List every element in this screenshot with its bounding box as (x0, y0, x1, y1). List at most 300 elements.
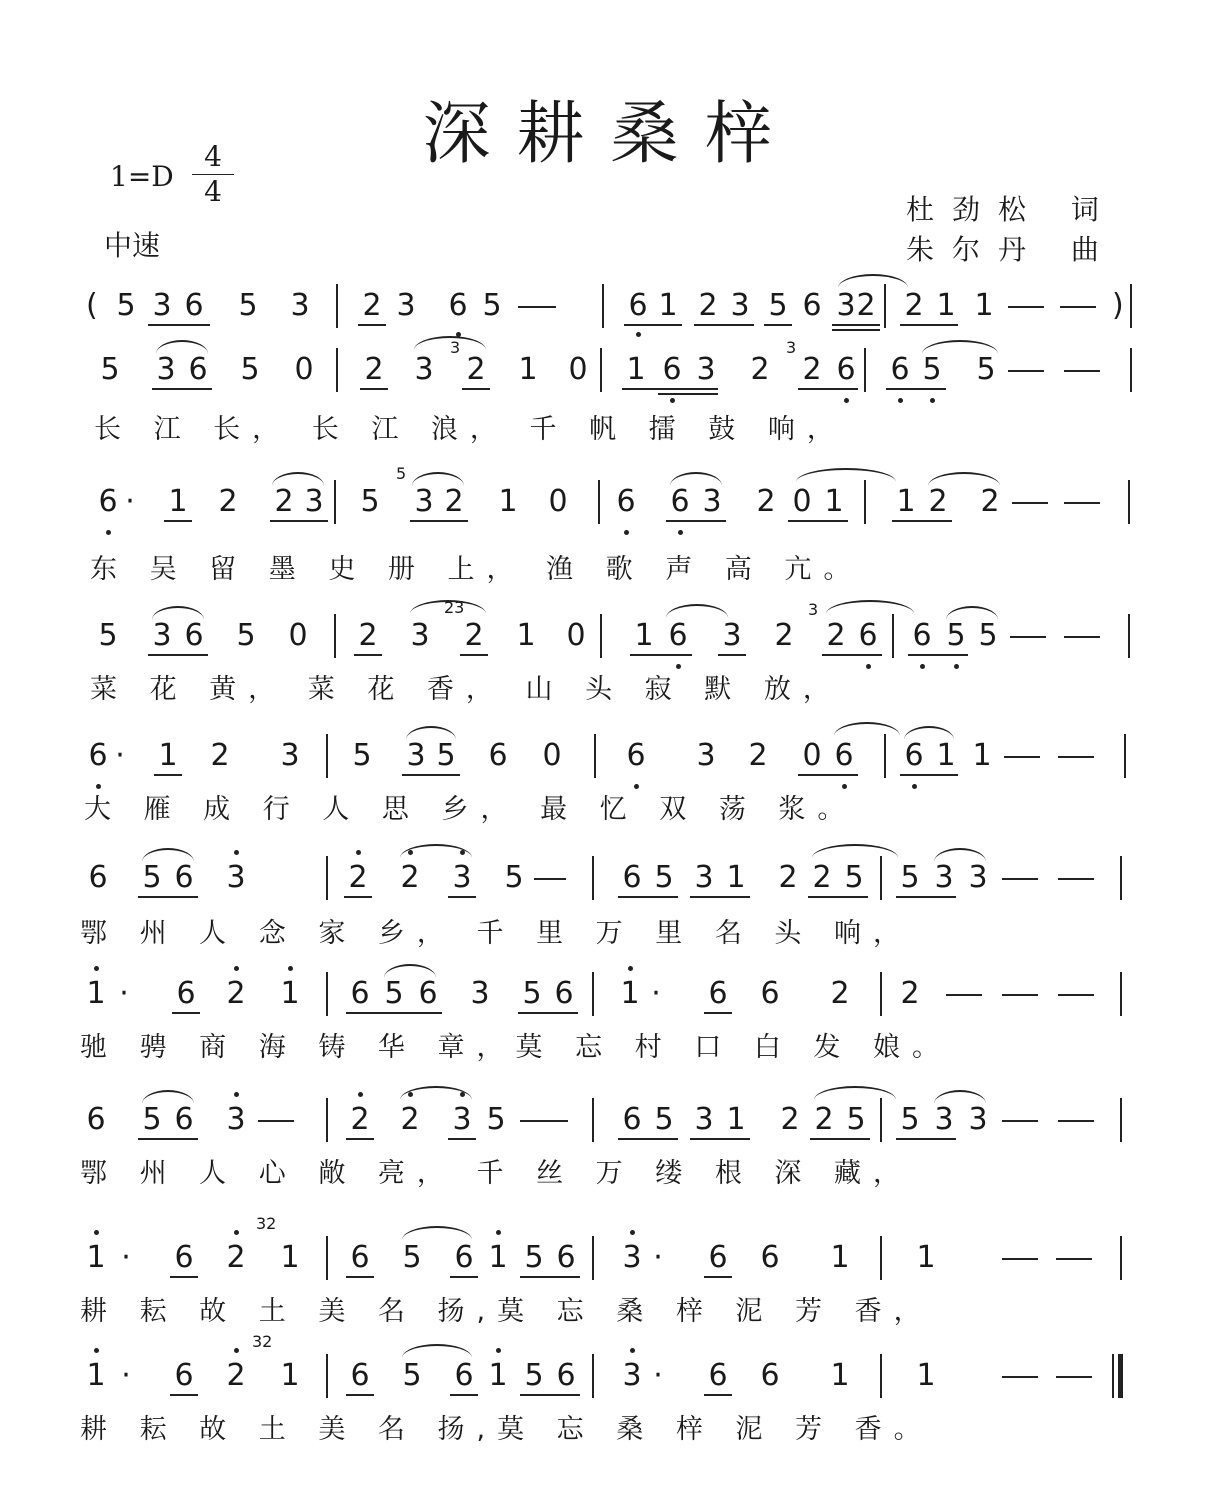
note: 3 (702, 484, 722, 519)
underline (704, 1012, 732, 1014)
note: 6 (418, 976, 438, 1011)
note: 6 (184, 288, 204, 323)
note: 1 (280, 1240, 300, 1275)
note: 1 (86, 976, 106, 1011)
note: 6 (760, 1358, 780, 1393)
note: 0 (568, 352, 588, 387)
slur (934, 848, 986, 862)
slur (838, 274, 908, 288)
underline (152, 388, 212, 390)
high-octave-dot (288, 966, 293, 971)
note: 5 (976, 352, 996, 387)
sustain-dash (1010, 636, 1046, 638)
note: 5 (482, 288, 502, 323)
underline (886, 388, 946, 390)
note: 6 (760, 1240, 780, 1275)
lyrics-line-5 (0, 916, 1221, 952)
barline (600, 614, 602, 658)
note: 3 (968, 1102, 988, 1137)
note: 6 (662, 352, 682, 387)
note: 5 (360, 484, 380, 519)
note: 6 (622, 860, 642, 895)
underline (154, 774, 182, 776)
slur (812, 844, 898, 858)
note: 1 (726, 860, 746, 895)
slur (814, 1086, 896, 1100)
barline (1120, 1098, 1122, 1142)
note: · (119, 976, 129, 1011)
note: 1 (488, 1240, 508, 1275)
note: 5 (654, 1102, 674, 1137)
sustain-dash (1012, 502, 1048, 504)
underline (410, 520, 468, 522)
barline (326, 1098, 328, 1142)
low-octave-dot (844, 398, 849, 403)
note: 6 (708, 1240, 728, 1275)
note: · (115, 738, 125, 773)
slur (934, 1090, 986, 1104)
note: 6 (488, 738, 508, 773)
note: 5 (98, 618, 118, 653)
grace-note: 32 (252, 1332, 273, 1351)
high-octave-dot (630, 1348, 635, 1353)
note: 6 (184, 618, 204, 653)
underline (358, 324, 386, 326)
note: 3 (696, 352, 716, 387)
note: 6 (912, 618, 932, 653)
barline (880, 1236, 882, 1280)
lyric-text: 菜 花 黄， 菜 花 香， 山 头 寂 默 放， (90, 674, 842, 705)
barline (334, 480, 336, 524)
note: 1 (86, 1240, 106, 1275)
barline (326, 972, 328, 1016)
lyric-text: 耕 耘 故 土 美 名 扬,莫 忘 桑 梓 泥 芳 香。 (80, 1414, 933, 1445)
note: 3 (290, 288, 310, 323)
key-signature: 1=D (110, 160, 174, 193)
low-octave-dot (676, 664, 681, 669)
sustain-dash (258, 1120, 294, 1122)
barline (600, 348, 602, 392)
note: 5 (486, 1102, 506, 1137)
note: 3 (452, 1102, 472, 1137)
sustain-dash (1008, 306, 1044, 308)
underline (718, 654, 746, 656)
note: 1 (498, 484, 518, 519)
note: 1 (658, 288, 678, 323)
low-octave-dot (106, 530, 111, 535)
slur (834, 722, 900, 736)
underline (690, 896, 750, 898)
note: 6 (174, 1240, 194, 1275)
underline (148, 324, 210, 326)
note: 3 (304, 484, 324, 519)
note: 2 (774, 618, 794, 653)
underline (900, 774, 958, 776)
note: 3 (934, 860, 954, 895)
note: 6 (834, 738, 854, 773)
underline (694, 324, 754, 326)
grace-note: 32 (256, 1214, 277, 1233)
grace-note: 3 (450, 338, 461, 357)
barline (1128, 480, 1130, 524)
note: 5 (524, 1240, 544, 1275)
grace-note: 3 (808, 600, 819, 619)
lyric-text: 鄂 州 人 心 敞 亮， 千 丝 万 缕 根 深 藏， (80, 1158, 912, 1189)
score-line-7 (0, 974, 1221, 1014)
note: 5 (436, 738, 456, 773)
tempo-marking: 中速 (104, 229, 161, 262)
high-octave-dot (94, 966, 99, 971)
high-octave-dot (358, 1092, 363, 1097)
note: · (653, 1240, 663, 1275)
note: 2 (812, 860, 832, 895)
note: 6 (802, 288, 822, 323)
note: · (121, 1358, 131, 1393)
note: 6 (836, 352, 856, 387)
note: 1 (936, 288, 956, 323)
barline (880, 972, 882, 1016)
high-octave-dot (356, 850, 361, 855)
sustain-dash (1058, 878, 1094, 880)
note: 3 (968, 860, 988, 895)
note: 6 (176, 976, 196, 1011)
slur (412, 472, 464, 486)
final-barline-thick (1118, 1354, 1123, 1398)
note: 3 (730, 288, 750, 323)
note: 1 (280, 1358, 300, 1393)
slur (670, 472, 722, 486)
lyrics-line-2 (0, 552, 1221, 588)
note: 2 (210, 738, 230, 773)
barline (594, 734, 596, 778)
note: 5 (768, 288, 788, 323)
note: 5 (900, 860, 920, 895)
sustain-dash (946, 994, 982, 996)
note: 2 (226, 1240, 246, 1275)
slur (402, 1344, 472, 1358)
note: 6 (174, 860, 194, 895)
note: 2 (814, 1102, 834, 1137)
note: 2 (274, 484, 294, 519)
note: 2 (748, 738, 768, 773)
slur (406, 726, 456, 740)
note: 3 (414, 352, 434, 387)
low-octave-dot (636, 332, 641, 337)
note: 3 (622, 1358, 642, 1393)
slur (402, 1226, 472, 1240)
note: 3 (836, 288, 856, 323)
lyric-text: 大 雁 成 行 人 思 乡， 最 忆 双 荡 浆。 (84, 794, 857, 825)
note: 2 (348, 860, 368, 895)
high-octave-dot (234, 1348, 239, 1353)
sustain-dash (1002, 1120, 1038, 1122)
note: 5 (100, 352, 120, 387)
low-octave-dot (842, 784, 847, 789)
barline (592, 1098, 594, 1142)
slur (152, 606, 204, 620)
low-octave-dot (920, 664, 925, 669)
underline (346, 1276, 374, 1278)
underline (170, 1394, 198, 1396)
note: 6 (668, 618, 688, 653)
note: 5 (524, 1358, 544, 1393)
underline (690, 1138, 750, 1140)
underline (518, 1012, 578, 1014)
note: 2 (400, 860, 420, 895)
barline (880, 856, 882, 900)
underline (658, 393, 718, 395)
note: 5 (402, 1358, 422, 1393)
underline (460, 654, 488, 656)
sustain-dash (1056, 1376, 1092, 1378)
high-octave-dot (234, 1092, 239, 1097)
low-octave-dot (954, 664, 959, 669)
note: 6 (350, 1240, 370, 1275)
low-octave-dot (678, 530, 683, 535)
score-line-4 (0, 598, 1221, 656)
note: 0 (792, 484, 812, 519)
note: 6 (86, 1102, 106, 1137)
note: 2 (756, 484, 776, 519)
barline (892, 614, 894, 658)
note: 3 (696, 738, 716, 773)
high-octave-dot (496, 1230, 501, 1235)
underline (798, 774, 858, 776)
underline (908, 654, 968, 656)
barline (592, 856, 594, 900)
barline (326, 856, 328, 900)
underline (624, 324, 682, 326)
note: 1 (830, 1240, 850, 1275)
note: 5 (946, 618, 966, 653)
note: 2 (400, 1102, 420, 1137)
note: 2 (362, 288, 382, 323)
underline (892, 520, 952, 522)
underline (666, 520, 726, 522)
underline (138, 1138, 198, 1140)
lyric-text: 东 吴 留 墨 史 册 上， 渔 歌 声 高 亢。 (90, 554, 863, 585)
slur (142, 848, 194, 862)
note: 6 (350, 976, 370, 1011)
note: 2 (364, 352, 384, 387)
low-octave-dot (898, 398, 903, 403)
barline (592, 1236, 594, 1280)
underline (764, 324, 792, 326)
underline (346, 1138, 374, 1140)
time-signature-bottom: 4 (204, 175, 222, 208)
note: 0 (566, 618, 586, 653)
note: · (653, 1358, 663, 1393)
underline (832, 324, 880, 326)
barline (884, 284, 886, 328)
note: 3 (452, 860, 472, 895)
note: 2 (226, 1358, 246, 1393)
sustain-dash (1002, 878, 1038, 880)
underline (618, 1138, 678, 1140)
note: 1 (620, 976, 640, 1011)
note: 2 (780, 1102, 800, 1137)
barline (1120, 856, 1122, 900)
barline (1124, 734, 1126, 778)
note: 1 (634, 618, 654, 653)
underline (810, 1138, 870, 1140)
underline (896, 1138, 956, 1140)
barline (884, 734, 886, 778)
note: 5 (352, 738, 372, 773)
low-octave-dot (930, 398, 935, 403)
note: 2 (856, 288, 876, 323)
slur (410, 600, 486, 614)
barline (336, 348, 338, 392)
high-octave-dot (234, 850, 239, 855)
slur (796, 468, 896, 482)
low-octave-dot (634, 784, 639, 789)
note: 6 (350, 1358, 370, 1393)
note: 2 (464, 618, 484, 653)
note: 3 (152, 618, 172, 653)
slur (400, 844, 472, 858)
lyrics-line-3 (0, 672, 1221, 708)
note: 1 (972, 738, 992, 773)
note: 3 (226, 860, 246, 895)
note: 3 (280, 738, 300, 773)
note: 2 (778, 860, 798, 895)
lyric-text: 长 江 长， 长 江 浪， 千 帆 擂 鼓 响， (94, 414, 846, 445)
note: 1 (974, 288, 994, 323)
lyrics-line-1 (0, 412, 1221, 448)
note: 3 (722, 618, 742, 653)
note: 6 (174, 1358, 194, 1393)
note: 3 (694, 1102, 714, 1137)
underline (704, 1276, 732, 1278)
underline (354, 654, 382, 656)
note: 0 (548, 484, 568, 519)
underline (462, 388, 490, 390)
slur (666, 604, 728, 618)
underline (138, 896, 198, 898)
sustain-dash (1060, 306, 1096, 308)
note: 1 (830, 1358, 850, 1393)
underline (164, 520, 192, 522)
barline (592, 972, 594, 1016)
note: 6 (448, 288, 468, 323)
note: 6 (174, 1102, 194, 1137)
note: 1 (626, 352, 646, 387)
repeat-paren-close: ) (1112, 288, 1124, 323)
lyric-text: 驰 骋 商 海 铸 华 章，莫 忘 村 口 白 发 娘。 (80, 1032, 951, 1063)
note: 6 (708, 1358, 728, 1393)
high-octave-dot (234, 1230, 239, 1235)
barline (864, 480, 866, 524)
slur (156, 340, 208, 354)
underline (448, 1138, 476, 1140)
note: 6 (890, 352, 910, 387)
high-octave-dot (628, 966, 633, 971)
note: 3 (414, 484, 434, 519)
underline (622, 388, 718, 390)
slur (946, 606, 998, 620)
lyricist-credit: 杜劲松 词 (906, 193, 1117, 226)
barline (326, 1236, 328, 1280)
note: 2 (904, 288, 924, 323)
note: 0 (542, 738, 562, 773)
note: 3 (934, 1102, 954, 1137)
underline (170, 1276, 198, 1278)
grace-note: 3 (786, 338, 797, 357)
note: 1 (280, 976, 300, 1011)
note: 3 (156, 352, 176, 387)
score-line-10 (0, 1332, 1221, 1396)
sustain-dash (1064, 636, 1100, 638)
note: 5 (236, 618, 256, 653)
slur (384, 964, 436, 978)
note: 6 (708, 976, 728, 1011)
barline (326, 734, 328, 778)
barline (1128, 614, 1130, 658)
note: 1 (896, 484, 916, 519)
sustain-dash (1056, 1258, 1092, 1260)
score-line-9 (0, 1214, 1221, 1278)
note: 5 (844, 860, 864, 895)
lyrics-line-8 (0, 1294, 1221, 1330)
sustain-dash (1002, 1258, 1038, 1260)
score-line-8 (0, 1100, 1221, 1140)
sustain-dash (1058, 756, 1094, 758)
note: 1 (916, 1240, 936, 1275)
note: 6 (670, 484, 690, 519)
grace-note: 23 (444, 598, 465, 617)
score-line-1 (0, 286, 1221, 326)
barline (1120, 972, 1122, 1016)
note: 2 (900, 976, 920, 1011)
note: 5 (900, 1102, 920, 1137)
note: · (651, 976, 661, 1011)
barline (1130, 348, 1132, 392)
barline (334, 614, 336, 658)
sustain-dash (1004, 756, 1040, 758)
barline (598, 480, 600, 524)
sustain-dash (1002, 1376, 1038, 1378)
note: 5 (522, 976, 542, 1011)
lyric-text: 鄂 州 人 念 家 乡， 千 里 万 里 名 头 响， (80, 918, 912, 949)
note: 5 (240, 352, 260, 387)
score-line-3 (0, 464, 1221, 522)
note: 2 (750, 352, 770, 387)
note: 6 (628, 288, 648, 323)
low-octave-dot (912, 784, 917, 789)
note: 5 (116, 288, 136, 323)
note: 3 (226, 1102, 246, 1137)
underline (402, 774, 460, 776)
note: 2 (444, 484, 464, 519)
underline (630, 654, 692, 656)
note: 6 (556, 1358, 576, 1393)
underline (346, 1394, 374, 1396)
note: 3 (470, 976, 490, 1011)
note: 1 (824, 484, 844, 519)
note: 6 (858, 618, 878, 653)
slur (928, 472, 1000, 486)
underline (822, 654, 882, 656)
note: 2 (466, 352, 486, 387)
note: 6 (626, 738, 646, 773)
note: 6 (622, 1102, 642, 1137)
time-signature (196, 140, 230, 209)
underline (450, 1394, 478, 1396)
note: 6 (88, 738, 108, 773)
note: 6 (454, 1358, 474, 1393)
underline (618, 896, 678, 898)
